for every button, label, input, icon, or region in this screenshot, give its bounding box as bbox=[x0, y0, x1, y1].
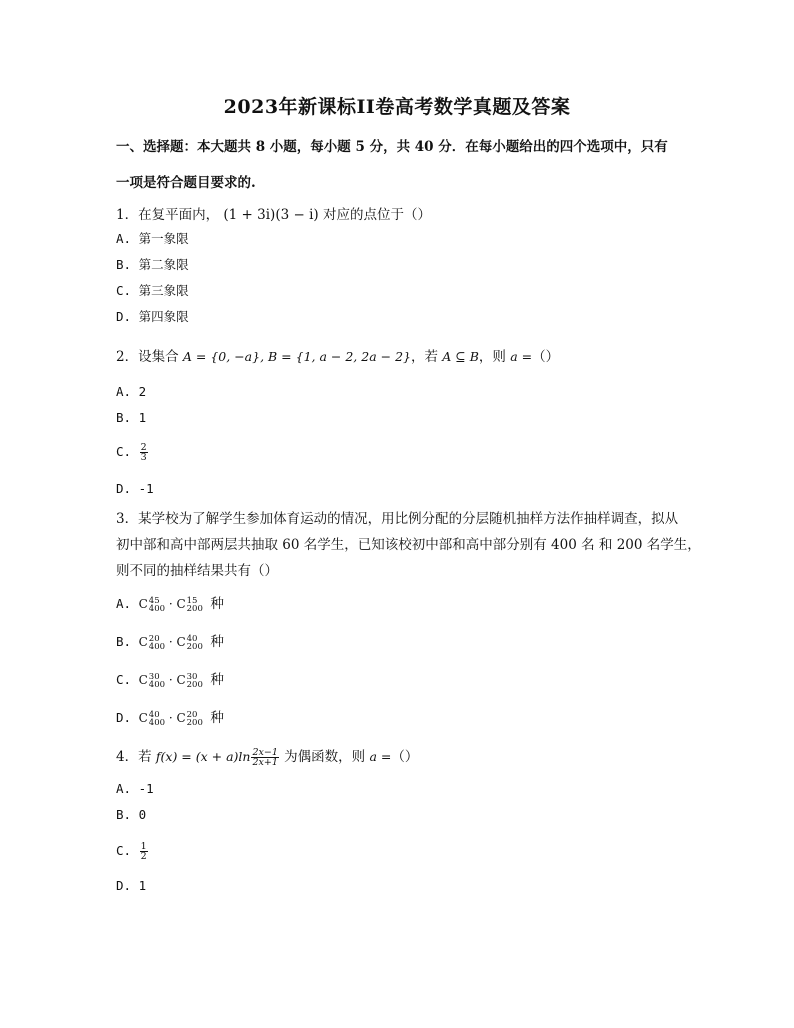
question-3-option-a bbox=[116, 592, 224, 613]
comb-n: 400 bbox=[148, 679, 166, 690]
option-unit: 种 bbox=[210, 596, 224, 612]
comb-n: 200 bbox=[186, 679, 203, 690]
option-text: 2 bbox=[138, 384, 147, 399]
comb-n: 400 bbox=[148, 717, 166, 728]
question-1-expression: (1 + 3i)(3 − i) bbox=[223, 207, 319, 223]
question-3-stem-line2: 初中部和高中部两层共抽取 60 名学生，已知该校初中部和高中部分别有 400 名 和 200 名学生， bbox=[116, 537, 701, 553]
combination-product: C 45 400 · C 15 200 bbox=[138, 595, 203, 614]
option-label: C. bbox=[116, 672, 132, 687]
question-1-option-a bbox=[116, 229, 189, 247]
question-4-option-d bbox=[116, 878, 146, 893]
option-label: B. bbox=[116, 807, 132, 822]
fraction-denominator: 3 bbox=[140, 452, 147, 463]
option-label: D. bbox=[116, 309, 132, 324]
option-label: D. bbox=[116, 481, 132, 496]
option-text: 1 bbox=[138, 410, 147, 425]
option-label: D. bbox=[116, 710, 132, 725]
comb-n: 200 bbox=[186, 641, 203, 652]
option-text: 第三象限 bbox=[138, 283, 189, 298]
combination-product: C 30 400 · C 30 200 bbox=[138, 671, 203, 690]
question-1-option-c bbox=[116, 281, 189, 299]
comb-k: 40 bbox=[148, 709, 160, 720]
question-4-option-a bbox=[116, 781, 154, 796]
combination-product: C 40 400 · C 20 200 bbox=[138, 709, 203, 728]
option-label: A. bbox=[116, 596, 132, 611]
question-2-prefix: 2．设集合 bbox=[116, 349, 179, 365]
option-label: C. bbox=[116, 283, 132, 298]
fraction-denominator: 2 bbox=[140, 851, 147, 862]
comb-k: 30 bbox=[148, 671, 160, 682]
question-4-variable: a = bbox=[369, 749, 392, 764]
question-3-option-b bbox=[116, 630, 224, 651]
question-2-option-b bbox=[116, 410, 146, 425]
section-instructions-line2: 一项是符合题目要求的. bbox=[116, 175, 256, 191]
option-text: 第二象限 bbox=[138, 257, 189, 272]
option-label: B. bbox=[116, 410, 132, 425]
question-4-prefix: 4．若 bbox=[116, 749, 152, 765]
comb-n: 200 bbox=[186, 717, 203, 728]
comb-k: 30 bbox=[186, 671, 198, 682]
option-label: C. bbox=[116, 843, 132, 858]
question-2-variable: a = bbox=[510, 349, 533, 364]
question-4-mid: 为偶函数，则 bbox=[284, 749, 366, 765]
question-2-condition: A ⊆ B bbox=[442, 349, 479, 364]
page-title: 2023年新课标II卷高考数学真题及答案 bbox=[223, 96, 571, 118]
comb-n: 400 bbox=[148, 603, 166, 614]
option-label: A. bbox=[116, 231, 132, 246]
question-4-suffix: （） bbox=[391, 749, 419, 765]
question-1-option-d bbox=[116, 307, 189, 325]
option-text: 第一象限 bbox=[138, 231, 189, 246]
option-text: -1 bbox=[138, 781, 154, 796]
option-text: 0 bbox=[138, 807, 147, 822]
question-1-prefix: 1．在复平面内， bbox=[116, 207, 220, 223]
question-2-stem bbox=[116, 345, 559, 365]
option-label: B. bbox=[116, 634, 132, 649]
question-1-stem bbox=[116, 203, 431, 223]
question-4-option-b bbox=[116, 807, 146, 822]
question-2-option-a bbox=[116, 384, 146, 399]
question-2-suffix: （） bbox=[532, 349, 560, 365]
question-2-mid: ，若 bbox=[410, 349, 438, 365]
option-label: D. bbox=[116, 878, 132, 893]
combination-product: C 20 400 · C 40 200 bbox=[138, 633, 203, 652]
option-label: A. bbox=[116, 781, 132, 796]
question-4-option-c bbox=[116, 842, 149, 861]
comb-k: 45 bbox=[148, 595, 160, 606]
option-label: C. bbox=[116, 444, 132, 459]
question-2-mid2: ，则 bbox=[478, 349, 506, 365]
option-unit: 种 bbox=[210, 710, 224, 726]
question-4-function: f(x) = (x + a)ln bbox=[155, 749, 251, 764]
question-1-option-b bbox=[116, 255, 189, 273]
question-2-option-d bbox=[116, 481, 154, 496]
question-3-stem-line3: 则不同的抽样结果共有（） bbox=[116, 563, 278, 579]
option-text: -1 bbox=[138, 481, 154, 496]
question-2-sets: A = {0, −a}, B = {1, a − 2, 2a − 2} bbox=[182, 349, 411, 364]
question-3-option-d bbox=[116, 706, 224, 727]
option-text: 1 bbox=[138, 878, 147, 893]
comb-k: 40 bbox=[186, 633, 198, 644]
option-text: 第四象限 bbox=[138, 309, 189, 324]
question-2-option-c bbox=[116, 443, 149, 462]
option-label: B. bbox=[116, 257, 132, 272]
comb-n: 400 bbox=[148, 641, 166, 652]
option-unit: 种 bbox=[210, 634, 224, 650]
fraction-numerator: 2 bbox=[140, 442, 147, 453]
comb-k: 20 bbox=[148, 633, 160, 644]
question-3-option-c bbox=[116, 668, 224, 689]
fraction-numerator: 1 bbox=[140, 841, 147, 852]
option-label: A. bbox=[116, 384, 132, 399]
option-fraction bbox=[140, 443, 148, 462]
fraction-denominator: 2x+1 bbox=[252, 757, 278, 768]
question-3-stem-line1: 3．某学校为了解学生参加体育运动的情况，用比例分配的分层随机抽样方法作抽样调查，拟从 bbox=[116, 511, 679, 527]
option-unit: 种 bbox=[210, 672, 224, 688]
question-4-stem bbox=[116, 745, 418, 767]
section-instructions-line1: 一、选择题：本大题共 8 小题，每小题 5 分，共 40 分．在每小题给出的四个选项中，只有 bbox=[116, 139, 668, 155]
question-1-suffix: 对应的点位于（） bbox=[322, 207, 431, 223]
question-4-fraction bbox=[251, 748, 278, 767]
option-fraction bbox=[140, 842, 148, 861]
comb-k: 20 bbox=[186, 709, 198, 720]
comb-k: 15 bbox=[186, 595, 198, 606]
comb-n: 200 bbox=[186, 603, 203, 614]
fraction-numerator: 2x−1 bbox=[252, 747, 278, 758]
